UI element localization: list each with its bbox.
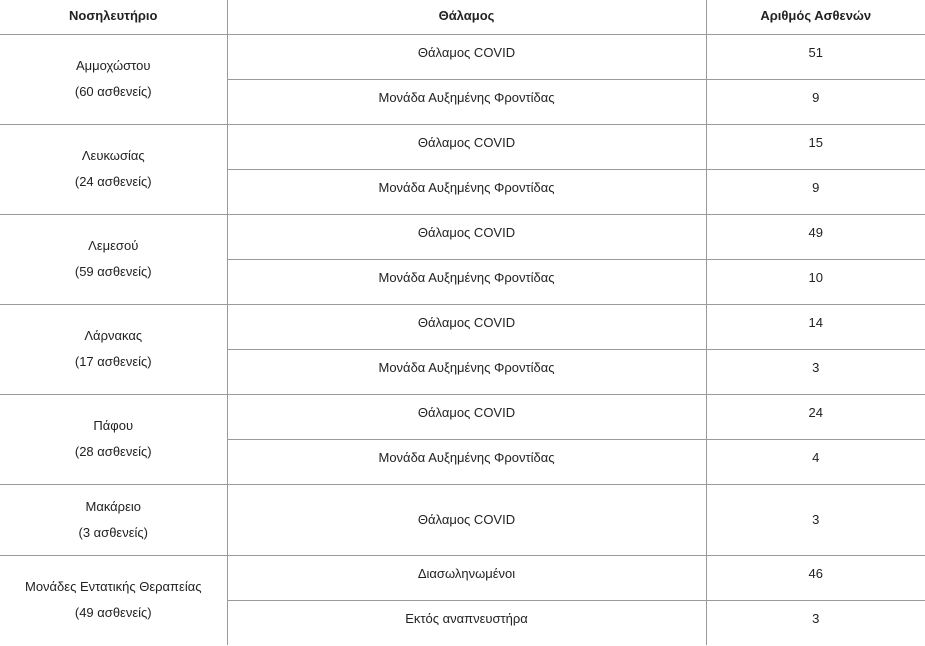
hospital-patient-total: (17 ασθενείς) — [74, 354, 152, 369]
ward-cell: Εκτός αναπνευστήρα — [227, 600, 706, 645]
patient-count-cell: 49 — [706, 214, 925, 259]
hospital-patient-total: (28 ασθενείς) — [74, 444, 152, 459]
table-row — [0, 484, 925, 555]
ward-cell: Θάλαμος COVID — [227, 124, 706, 169]
patient-count-cell: 14 — [706, 304, 925, 349]
hospital-cell — [0, 394, 227, 484]
ward-cell: Θάλαμος COVID — [227, 394, 706, 439]
patient-count-cell: 3 — [706, 600, 925, 645]
patient-count-cell: 9 — [706, 79, 925, 124]
ward-cell: Θάλαμος COVID — [227, 304, 706, 349]
hospital-cell — [0, 555, 227, 645]
hospital-name: Λάρνακας — [84, 328, 143, 343]
ward-cell: Μονάδα Αυξημένης Φροντίδας — [227, 259, 706, 304]
hospital-patient-total: (49 ασθενείς) — [74, 605, 152, 621]
hospital-name: Λεμεσού — [88, 238, 139, 253]
hospital-cell — [0, 214, 227, 304]
patient-count-cell: 46 — [706, 555, 925, 600]
patients-column-header: Αριθμός Ασθενών — [706, 0, 925, 34]
patient-count-cell: 3 — [706, 349, 925, 394]
hospital-cell — [0, 124, 227, 214]
patient-count-cell: 3 — [706, 484, 925, 555]
ward-column-header: Θάλαμος — [227, 0, 706, 34]
patient-count-cell: 24 — [706, 394, 925, 439]
table-header-row — [0, 0, 925, 34]
table-row — [0, 34, 925, 79]
hospital-name: Πάφου — [93, 418, 134, 433]
patient-count-cell: 15 — [706, 124, 925, 169]
ward-cell: Διασωληνωμένοι — [227, 555, 706, 600]
table-row — [0, 304, 925, 349]
ward-cell: Μονάδα Αυξημένης Φροντίδας — [227, 349, 706, 394]
hospital-name: Λευκωσίας — [81, 148, 145, 163]
hospital-cell — [0, 484, 227, 555]
patient-count-cell: 4 — [706, 439, 925, 484]
hospital-patient-total: (24 ασθενείς) — [74, 174, 152, 189]
table-row — [0, 555, 925, 600]
ward-cell: Μονάδα Αυξημένης Φροντίδας — [227, 169, 706, 214]
hospital-patient-total: (3 ασθενείς) — [78, 524, 148, 540]
table-row — [0, 214, 925, 259]
patient-count-cell: 51 — [706, 34, 925, 79]
hospital-cell — [0, 304, 227, 394]
hospital-name: Μακάρειο — [85, 498, 141, 514]
table-row — [0, 124, 925, 169]
patient-count-cell: 9 — [706, 169, 925, 214]
ward-cell: Μονάδα Αυξημένης Φροντίδας — [227, 79, 706, 124]
ward-cell: Θάλαμος COVID — [227, 34, 706, 79]
ward-cell: Θάλαμος COVID — [227, 214, 706, 259]
patient-count-cell: 10 — [706, 259, 925, 304]
ward-cell: Μονάδα Αυξημένης Φροντίδας — [227, 439, 706, 484]
hospital-cell — [0, 34, 227, 124]
hospital-column-header: Νοσηλευτήριο — [0, 0, 227, 34]
table-row — [0, 394, 925, 439]
hospital-name: Μονάδες Εντατικής Θεραπείας — [24, 579, 202, 595]
hospital-name: Αμμοχώστου — [76, 58, 151, 73]
hospital-patient-total: (60 ασθενείς) — [74, 84, 152, 99]
hospital-patient-total: (59 ασθενείς) — [74, 264, 152, 279]
ward-cell: Θάλαμος COVID — [227, 484, 706, 555]
